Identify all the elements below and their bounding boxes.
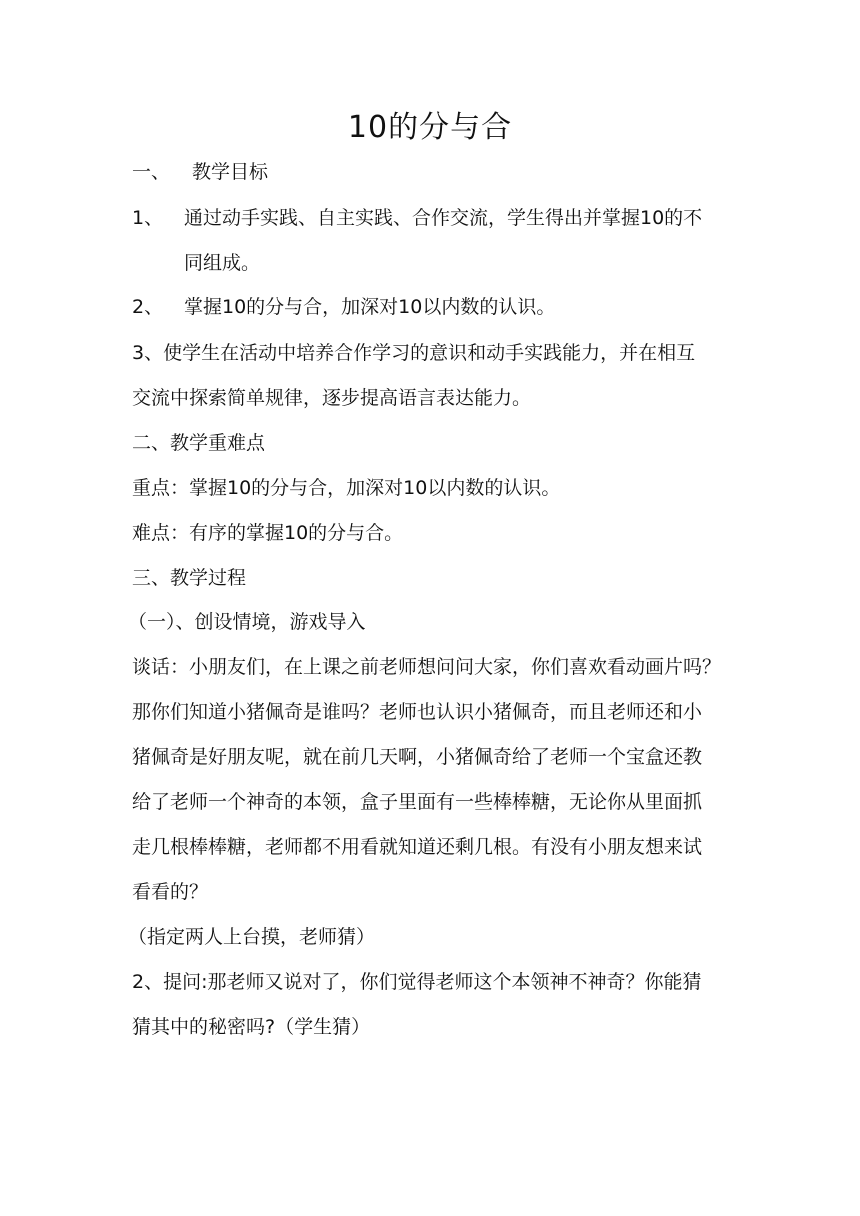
teacher-note: （指定两人上台摸，老师猜） <box>128 926 376 948</box>
section-1-heading: （一）、创设情境，游戏导入 <box>128 611 366 633</box>
process-heading: 三、教学过程 <box>132 567 247 589</box>
difficult-point: 难点：有序的掌握10的分与合。 <box>132 522 404 544</box>
objective-2-number: 2、 <box>132 296 164 318</box>
objectives-heading-number: 一、 <box>132 161 171 183</box>
objective-2 <box>132 292 555 322</box>
keypoints-heading: 二、教学重难点 <box>132 432 266 454</box>
talk-line-6: 看看的？ <box>132 881 209 903</box>
document-title: 10的分与合 <box>347 110 513 145</box>
objective-2-text: 掌握10的分与合，加深对10以内数的认识。 <box>184 296 556 318</box>
talk-line-3: 猪佩奇是好朋友呢，就在前几天啊，小猪佩奇给了老师一个宝盒还教 <box>132 746 703 768</box>
objective-1-line-2: 同组成。 <box>184 252 261 274</box>
key-point: 重点：掌握10的分与合，加深对10以内数的认识。 <box>132 477 561 499</box>
talk-line-1: 谈话：小朋友们，在上课之前老师想问问大家，你们喜欢看动画片吗？ <box>132 656 722 678</box>
objective-1-text: 通过动手实践、自主实践、合作交流，学生得出并掌握10的不 <box>184 207 703 229</box>
question-line-2: 猜其中的秘密吗?（学生猜） <box>132 1016 371 1038</box>
objectives-heading <box>132 157 268 187</box>
objective-3-line-2: 交流中探索简单规律，逐步提高语言表达能力。 <box>132 387 532 409</box>
talk-line-4: 给了老师一个神奇的本领，盒子里面有一些棒棒糖，无论你从里面抓 <box>132 791 703 813</box>
objective-1-number: 1、 <box>132 207 164 229</box>
question-line-1: 2、提问:那老师又说对了，你们觉得老师这个本领神不神奇？你能猜 <box>132 971 702 993</box>
talk-line-5: 走几根棒棒糖，老师都不用看就知道还剩几根。有没有小朋友想来试 <box>132 836 703 858</box>
objectives-heading-text: 教学目标 <box>192 161 269 183</box>
objective-3-line-1: 3、使学生在活动中培养合作学习的意识和动手实践能力，并在相互 <box>132 342 696 364</box>
talk-line-2: 那你们知道小猪佩奇是谁吗？老师也认识小猪佩奇，而且老师还和小 <box>132 701 703 723</box>
objective-1-line-1 <box>132 203 702 233</box>
